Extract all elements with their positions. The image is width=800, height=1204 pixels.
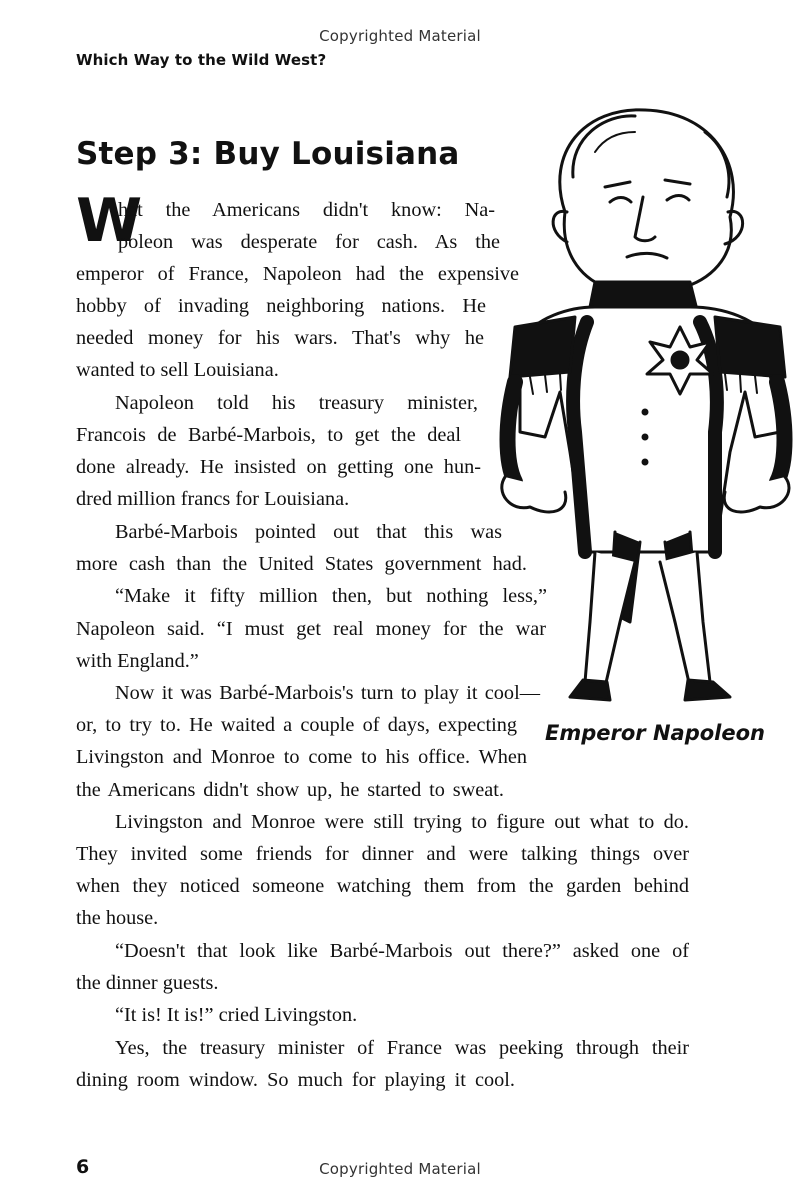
body-line: Livingston and Monroe to come to his office. When	[76, 746, 527, 768]
body-line: Now it was Barbé-Marbois's turn to play it cool—	[115, 682, 540, 704]
body-line: wanted to sell Louisiana.	[76, 359, 279, 381]
chapter-title: Step 3: Buy Louisiana	[76, 136, 460, 172]
body-line: emperor of France, Napoleon had the expensive	[76, 263, 519, 285]
body-line: Napoleon told his treasury minister,	[115, 392, 478, 414]
body-line: needed money for his wars. That's why he	[76, 327, 484, 349]
body-line: Yes, the treasury minister of France was peeking through their	[115, 1037, 689, 1059]
body-line: hat the Americans didn't know: Na-	[118, 199, 495, 221]
body-line: the Americans didn't show up, he started to sweat.	[76, 779, 504, 801]
body-line: Barbé-Marbois pointed out that this was	[115, 521, 502, 543]
body-line: “Make it fifty million then, but nothing less,”	[115, 585, 547, 607]
running-head: Which Way to the Wild West?	[76, 51, 327, 69]
body-line: with England.”	[76, 650, 199, 672]
body-line: the house.	[76, 907, 159, 929]
body-line: poleon was desperate for cash. As the	[118, 231, 500, 253]
body-line: “Doesn't that look like Barbé-Marbois out there?” asked one of	[115, 940, 689, 962]
body-line: Livingston and Monroe were still trying to figure out what to do.	[115, 811, 689, 833]
body-line: or, to try to. He waited a couple of days, expecting	[76, 714, 517, 736]
illustration-caption: Emperor Napoleon	[545, 721, 765, 745]
body-line: when they noticed someone watching them from the garden behind	[76, 875, 689, 897]
body-line: the dinner guests.	[76, 972, 219, 994]
body-line: dining room window. So much for playing it cool.	[76, 1069, 515, 1091]
body-line: more cash than the United States government had.	[76, 553, 527, 575]
napoleon-illustration	[475, 92, 800, 707]
body-line: done already. He insisted on getting one hun-	[76, 456, 481, 478]
body-line: “It is! It is!” cried Livingston.	[115, 1004, 358, 1026]
body-line: hobby of invading neighboring nations. He	[76, 295, 486, 317]
drop-cap: W	[76, 186, 143, 256]
body-line: dred million francs for Louisiana.	[76, 488, 350, 510]
body-line: They invited some friends for dinner and were talking things over	[76, 843, 689, 865]
copyright-watermark-bottom: Copyrighted Material	[319, 1160, 481, 1178]
page-number: 6	[76, 1156, 90, 1178]
body-line: Francois de Barbé-Marbois, to get the deal	[76, 424, 461, 446]
body-line: Napoleon said. “I must get real money for the war	[76, 618, 546, 640]
copyright-watermark-top: Copyrighted Material	[319, 27, 481, 45]
